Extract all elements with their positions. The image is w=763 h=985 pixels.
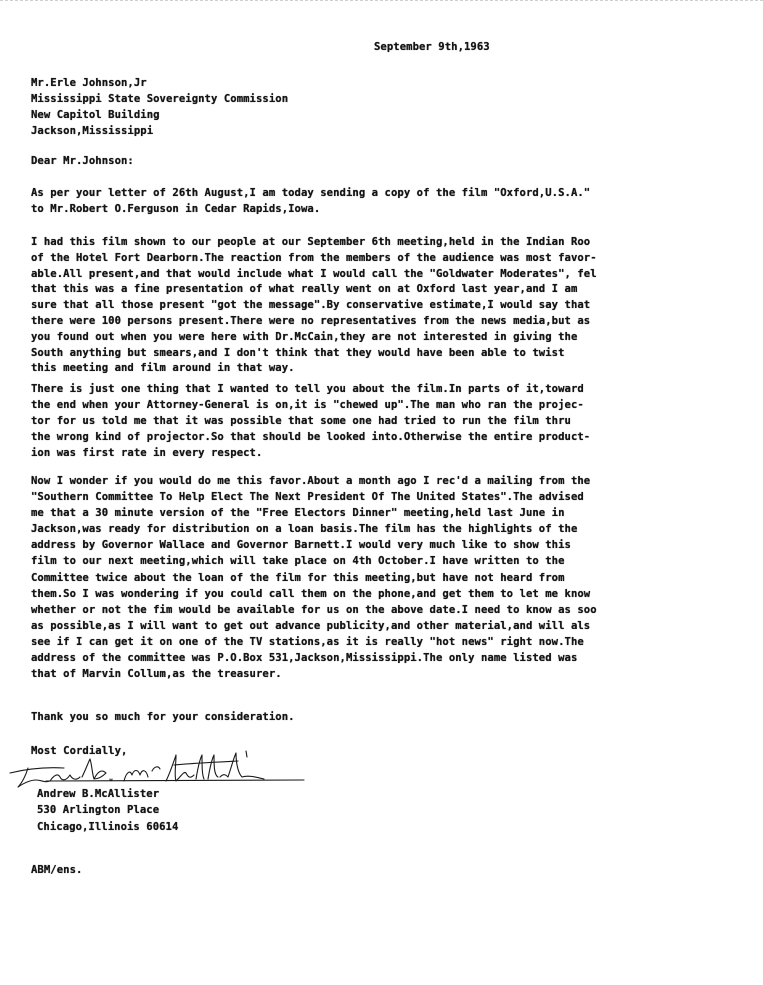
- paragraph-2: [31, 235, 597, 377]
- body-line: that this was a fine presentation of what really went on at Oxford last year,and I am: [31, 283, 578, 296]
- body-line: them.So I was wondering if you could call them on the phone,and get them to let me know: [31, 587, 591, 600]
- body-line: tor for us told me that it was possible that some one had tried to run the film thru: [31, 415, 571, 428]
- recipient-address: [31, 76, 288, 140]
- body-line: There is just one thing that I wanted to tell you about the film.In parts of it,toward: [31, 383, 584, 395]
- body-line: address of the committee was P.O.Box 531,Jackson,Mississippi.The only name listed was: [31, 652, 578, 665]
- signer-name: Andrew B.McAllister: [37, 788, 160, 800]
- letter-date: September 9th,1963: [374, 41, 490, 53]
- body-line: sure that all those present "got the message".By conservative estimate,I would say that: [31, 299, 591, 312]
- body-line: I had this film shown to our people at our September 6th meeting,held in the Indian Roo: [31, 236, 591, 248]
- body-line: that of Marvin Collum,as the treasurer.: [31, 668, 282, 681]
- signer-city: Chicago,Illinois 60614: [37, 820, 179, 833]
- reference-initials: ABM/ens.: [31, 864, 83, 876]
- body-line: film to our next meeting,which will take place on 4th October.I have written to the: [31, 555, 565, 568]
- body-line: the wrong kind of projector.So that should be looked into.Otherwise the entire product-: [31, 431, 591, 444]
- body-line: "Southern Committee To Help Elect The Next President Of The United States".The advised: [31, 491, 584, 504]
- paragraph-3: [31, 381, 590, 461]
- body-line: As per your letter of 26th August,I am today sending a copy of the film "Oxford,U.S.A.": [31, 187, 591, 199]
- body-line: South anything but smears,and I don't think that they would have been able to twist: [31, 346, 565, 359]
- body-line: Now I wonder if you would do me this favor.About a month ago I rec'd a mailing from the: [31, 475, 591, 487]
- body-line: you found out when you were here with Dr.McCain,they are not interested in giving the: [31, 330, 578, 343]
- recipient-line: Jackson,Mississippi: [31, 124, 154, 137]
- signer-street: 530 Arlington Place: [37, 804, 160, 817]
- body-line: the end when your Attorney-General is on,it is "chewed up".The man who ran the projec-: [31, 399, 584, 412]
- body-line: as possible,as I will want to get out advance publicity,and other material,and will als: [31, 619, 591, 632]
- body-line: of the Hotel Fort Dearborn.The reaction from the members of the audience was most favor-: [31, 251, 597, 264]
- body-line: whether or not the fim would be available for us on the above date.I need to know as soo: [31, 603, 597, 616]
- body-line: see if I can get it on one of the TV stations,as it is really "hot news" right now.The: [31, 635, 584, 648]
- closing: Most Cordially,: [31, 745, 128, 757]
- recipient-line: Mississippi State Sovereignty Commission: [31, 92, 289, 105]
- body-line: this meeting and film around in that way.: [31, 362, 295, 375]
- body-line: Jackson,was ready for distribution on a loan basis.The film has the highlights of the: [31, 523, 578, 536]
- recipient-line: Mr.Erle Johnson,Jr: [31, 77, 147, 89]
- thanks-line: Thank you so much for your consideration.: [31, 711, 295, 723]
- body-line: to Mr.Robert O.Ferguson in Cedar Rapids,Iowa.: [31, 203, 321, 216]
- body-line: able.All present,and that would include what I would call the "Goldwater Moderates", fel: [31, 267, 597, 280]
- body-line: ion was first rate in every respect.: [31, 447, 263, 460]
- recipient-line: New Capitol Building: [31, 108, 160, 121]
- body-line: there were 100 persons present.There were no representatives from the news media,but as: [31, 314, 591, 327]
- body-line: address by Governor Wallace and Governor Barnett.I would very much like to show this: [31, 539, 571, 552]
- paragraph-1: [31, 185, 590, 217]
- signer-block: [37, 786, 178, 835]
- salutation: Dear Mr.Johnson:: [31, 155, 134, 167]
- paragraph-4: [31, 473, 597, 682]
- body-line: me that a 30 minute version of the "Free Electors Dinner" meeting,held last June in: [31, 507, 565, 520]
- body-line: Committee twice about the loan of the film for this meeting,but have not heard from: [31, 571, 565, 584]
